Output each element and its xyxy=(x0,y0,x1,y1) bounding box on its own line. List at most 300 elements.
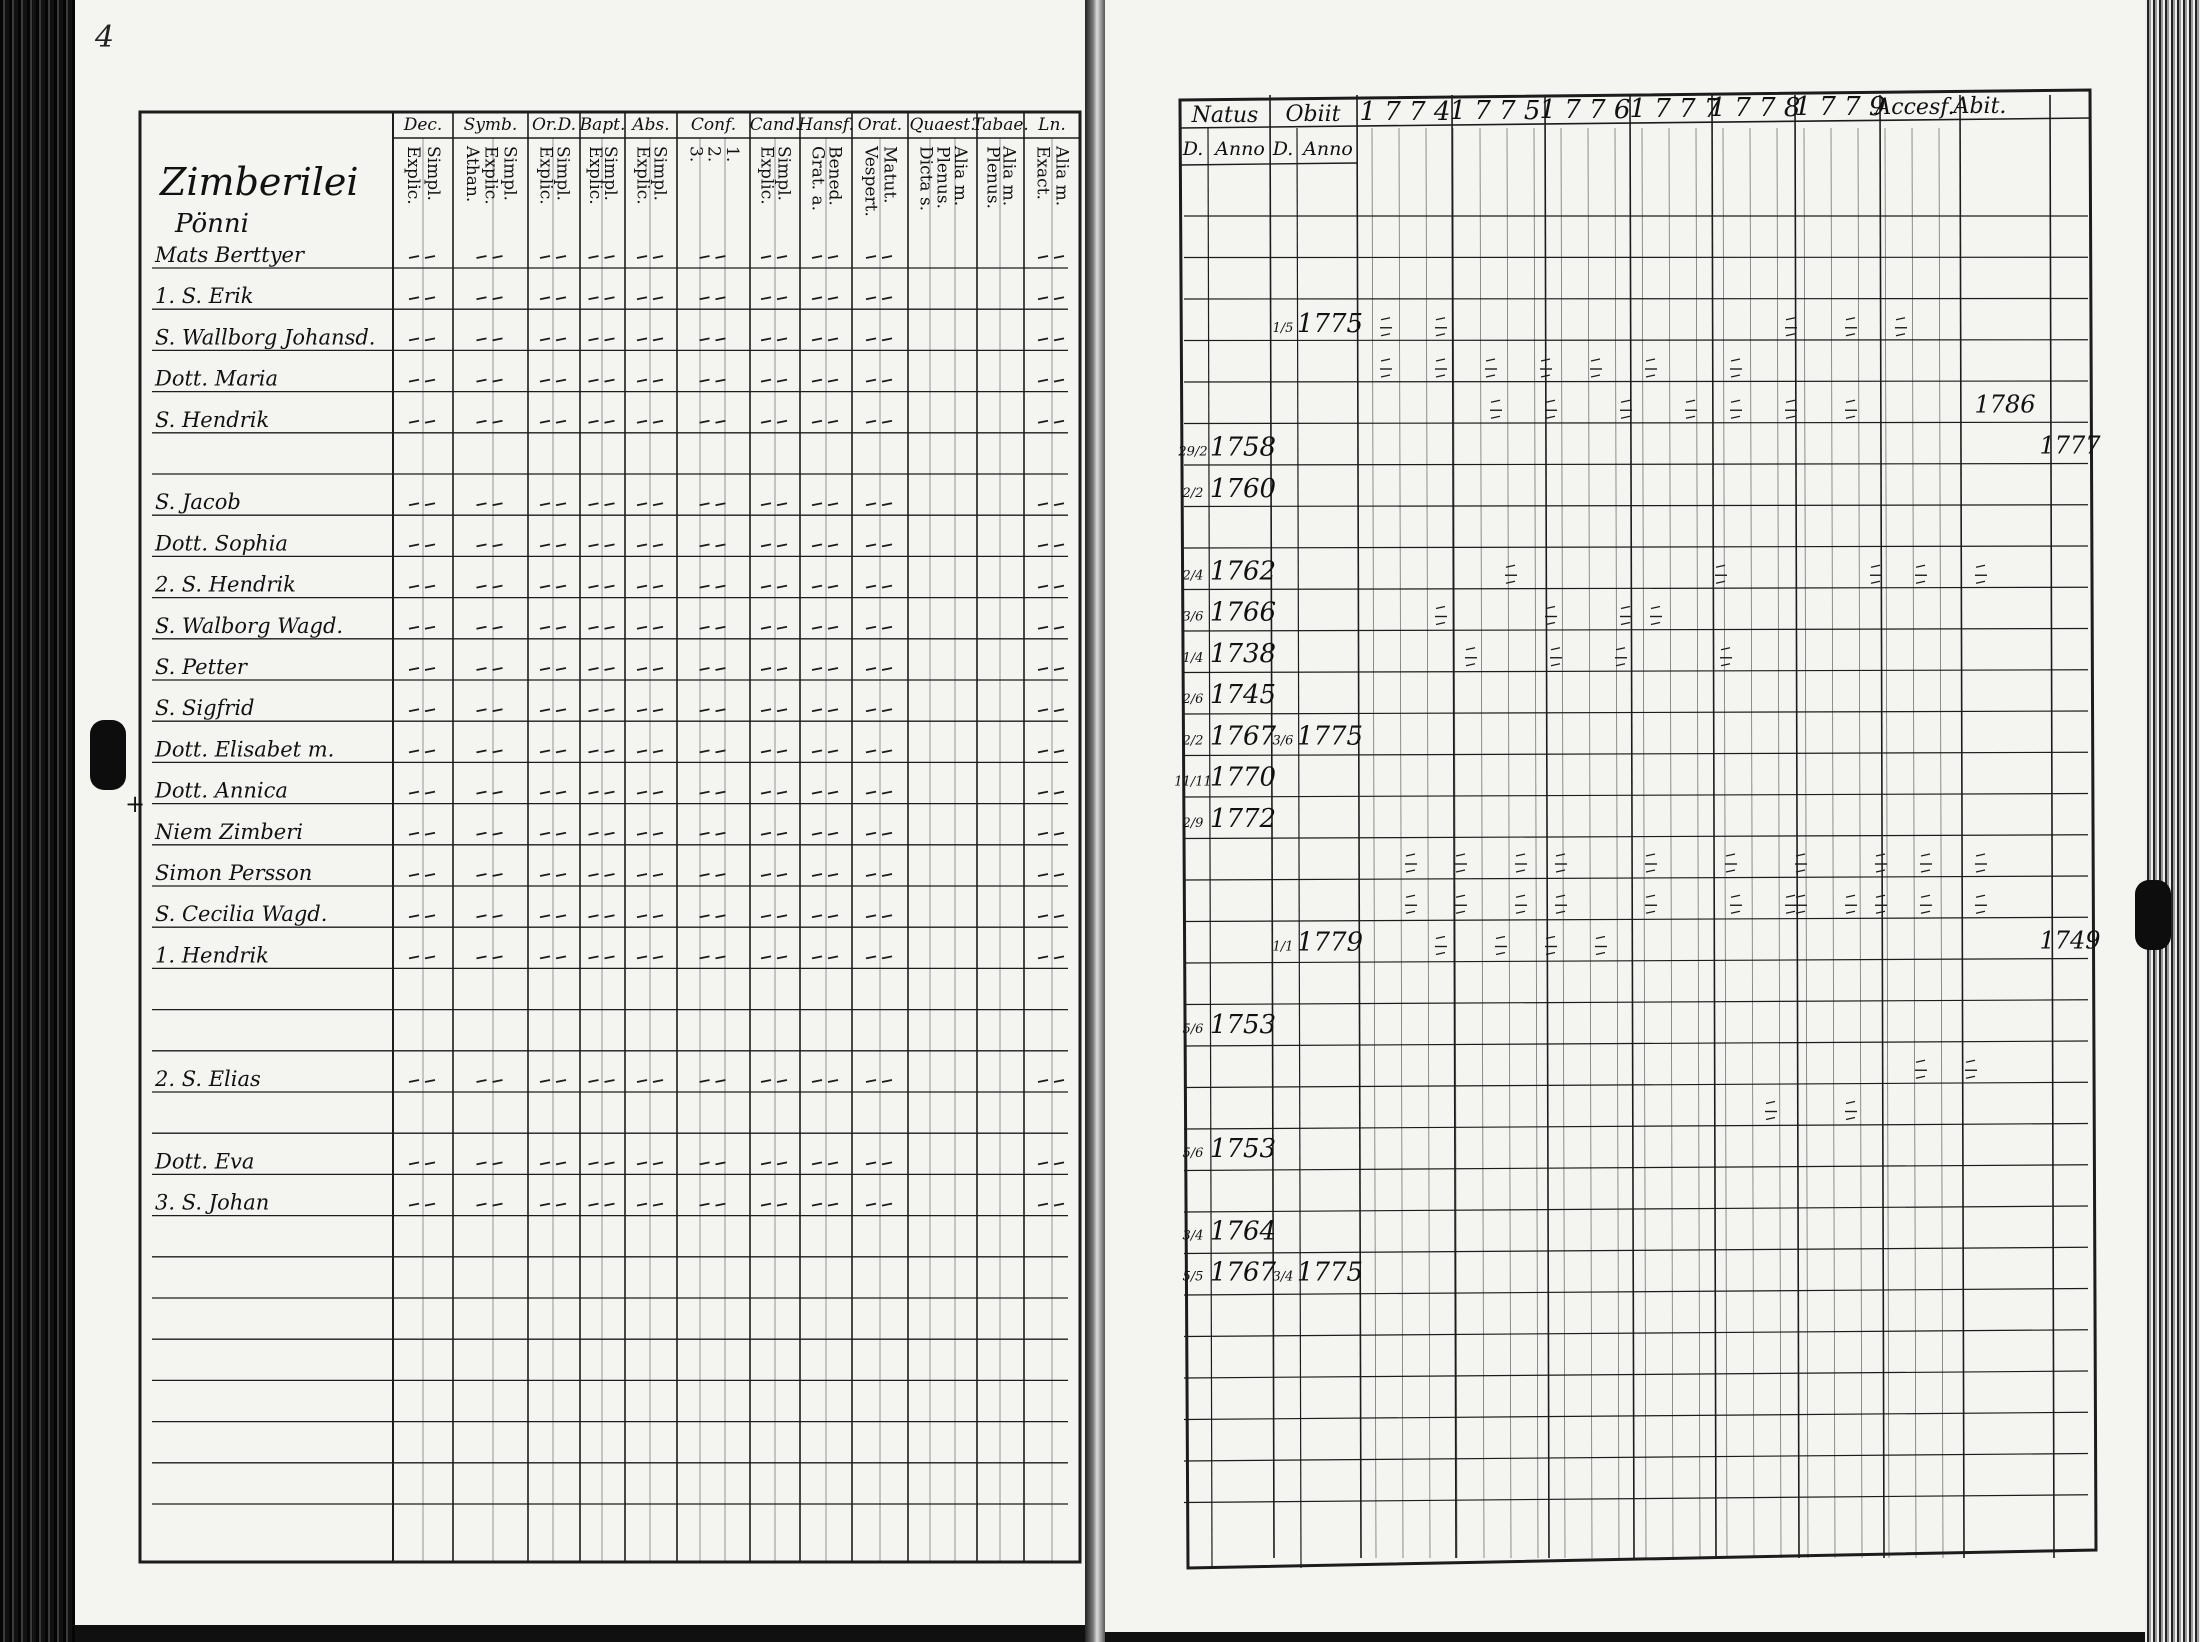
fraction-mark xyxy=(1516,895,1525,897)
progress-tick xyxy=(777,750,787,752)
subcolumn-divider xyxy=(1426,128,1430,1558)
progress-tick xyxy=(540,956,550,958)
progress-tick xyxy=(700,421,710,423)
fraction-mark xyxy=(1876,870,1885,872)
progress-tick xyxy=(761,792,771,794)
progress-tick xyxy=(882,256,892,258)
fraction-mark xyxy=(1621,623,1630,625)
progress-tick xyxy=(409,709,419,711)
progress-tick xyxy=(716,256,726,258)
row-line xyxy=(1184,1371,2088,1378)
progress-tick xyxy=(493,544,503,546)
progress-tick xyxy=(589,750,599,752)
column-header-2: Or.D. xyxy=(531,115,577,135)
progress-tick xyxy=(605,627,615,629)
subcolumn-divider xyxy=(1750,128,1754,1558)
person-name: 1. Hendrik xyxy=(155,943,269,968)
progress-tick xyxy=(540,421,550,423)
birth-day: 2/2 xyxy=(1182,485,1204,501)
progress-tick xyxy=(761,709,771,711)
column-subheader: Dicta s. xyxy=(915,146,936,212)
progress-tick xyxy=(700,503,710,505)
progress-tick xyxy=(812,833,822,835)
progress-tick xyxy=(556,627,566,629)
progress-tick xyxy=(409,915,419,917)
column-subheader: Grat. a. xyxy=(807,146,828,212)
column-header-6: 1 7 7 8 xyxy=(1709,93,1801,123)
row-line xyxy=(1184,587,2088,589)
row-line xyxy=(1184,835,2088,839)
progress-tick xyxy=(637,503,647,505)
death-year: 1775 xyxy=(1296,721,1364,752)
progress-tick xyxy=(882,915,892,917)
progress-tick xyxy=(589,586,599,588)
progress-tick xyxy=(716,297,726,299)
fraction-mark xyxy=(1646,911,1655,913)
fraction-mark xyxy=(1591,375,1600,377)
progress-tick xyxy=(777,792,787,794)
fraction-mark xyxy=(1896,334,1905,336)
death-day: 1/5 xyxy=(1272,320,1294,336)
fraction-mark xyxy=(1516,911,1525,913)
column-header-1: Symb. xyxy=(463,115,518,135)
progress-tick xyxy=(589,338,599,340)
progress-tick xyxy=(477,956,487,958)
progress-tick xyxy=(493,338,503,340)
progress-tick xyxy=(1054,750,1064,752)
progress-tick xyxy=(589,421,599,423)
progress-tick xyxy=(812,338,822,340)
column-header-3: 1 7 7 5 xyxy=(1449,96,1541,126)
row-line xyxy=(1184,711,2088,714)
progress-tick xyxy=(777,668,787,670)
fraction-mark xyxy=(1731,911,1740,913)
fraction-mark xyxy=(1491,416,1500,418)
progress-tick xyxy=(653,627,663,629)
row-line xyxy=(1184,1206,2088,1212)
progress-tick xyxy=(812,956,822,958)
fraction-mark xyxy=(1786,400,1795,402)
progress-tick xyxy=(716,750,726,752)
fraction-mark xyxy=(1966,1076,1975,1078)
progress-tick xyxy=(828,792,838,794)
progress-tick xyxy=(1054,627,1064,629)
fraction-mark xyxy=(1786,416,1795,418)
progress-tick xyxy=(866,586,876,588)
fraction-mark xyxy=(1466,648,1475,650)
progress-tick xyxy=(700,709,710,711)
progress-tick xyxy=(812,1080,822,1082)
fraction-mark xyxy=(1456,911,1465,913)
fraction-mark xyxy=(1546,400,1555,402)
fraction-mark xyxy=(1871,565,1880,567)
row-line xyxy=(1184,917,2088,921)
person-name: S. Hendrik xyxy=(155,407,270,432)
progress-tick xyxy=(1038,915,1048,917)
progress-tick xyxy=(653,297,663,299)
progress-tick xyxy=(828,503,838,505)
progress-tick xyxy=(1054,1204,1064,1206)
progress-tick xyxy=(882,380,892,382)
fraction-mark xyxy=(1786,911,1795,913)
progress-tick xyxy=(716,1080,726,1082)
birth-day: 29/2 xyxy=(1178,444,1208,460)
progress-tick xyxy=(882,1080,892,1082)
progress-tick xyxy=(700,874,710,876)
subcolumn-divider xyxy=(1480,128,1484,1558)
fraction-mark xyxy=(1846,911,1855,913)
fraction-mark xyxy=(1546,607,1555,609)
progress-tick xyxy=(761,1204,771,1206)
progress-tick xyxy=(477,1080,487,1082)
progress-tick xyxy=(589,709,599,711)
progress-tick xyxy=(493,709,503,711)
progress-tick xyxy=(556,586,566,588)
natus-day-divider xyxy=(1208,128,1212,1568)
row-line xyxy=(1184,1000,2088,1005)
fraction-mark xyxy=(1646,375,1655,377)
progress-tick xyxy=(866,668,876,670)
progress-tick xyxy=(605,874,615,876)
progress-tick xyxy=(866,297,876,299)
progress-tick xyxy=(556,421,566,423)
birth-year: 1767 xyxy=(1209,721,1277,752)
progress-tick xyxy=(828,1080,838,1082)
progress-tick xyxy=(1054,915,1064,917)
row-line xyxy=(1184,670,2088,673)
progress-tick xyxy=(653,1204,663,1206)
fraction-mark xyxy=(1551,664,1560,666)
column-subheader: Explic. xyxy=(403,146,423,205)
progress-tick xyxy=(882,338,892,340)
progress-tick xyxy=(477,421,487,423)
departure-year: 1749 xyxy=(2039,926,2101,955)
progress-tick xyxy=(1054,338,1064,340)
progress-tick xyxy=(477,380,487,382)
progress-tick xyxy=(777,1162,787,1164)
subheader-divider xyxy=(1180,163,1357,165)
row-line xyxy=(1184,1082,2088,1087)
progress-tick xyxy=(653,833,663,835)
progress-tick xyxy=(425,792,435,794)
progress-tick xyxy=(589,956,599,958)
column-subheader: Vespert. xyxy=(860,146,881,217)
progress-tick xyxy=(637,874,647,876)
person-name: Dott. Elisabet m. xyxy=(155,737,335,762)
progress-tick xyxy=(777,256,787,258)
fraction-mark xyxy=(1846,318,1855,320)
progress-tick xyxy=(477,627,487,629)
progress-tick xyxy=(556,256,566,258)
fraction-mark xyxy=(1766,1102,1775,1104)
progress-tick xyxy=(866,256,876,258)
progress-tick xyxy=(700,1162,710,1164)
fraction-mark xyxy=(1651,623,1660,625)
progress-tick xyxy=(716,586,726,588)
fraction-mark xyxy=(1436,359,1445,361)
progress-tick xyxy=(589,256,599,258)
progress-tick xyxy=(556,1204,566,1206)
person-name: 1. S. Erik xyxy=(155,284,254,309)
progress-tick xyxy=(540,544,550,546)
progress-tick xyxy=(777,1204,787,1206)
fraction-mark xyxy=(1921,854,1930,856)
progress-tick xyxy=(540,297,550,299)
progress-tick xyxy=(1038,1162,1048,1164)
row-line xyxy=(1184,464,2088,466)
progress-tick xyxy=(716,956,726,958)
row-line xyxy=(1184,629,2088,632)
fraction-mark xyxy=(1646,870,1655,872)
progress-tick xyxy=(605,297,615,299)
progress-tick xyxy=(477,256,487,258)
progress-tick xyxy=(1038,833,1048,835)
birth-year: 1760 xyxy=(1209,473,1277,504)
progress-tick xyxy=(409,956,419,958)
progress-tick xyxy=(700,792,710,794)
progress-tick xyxy=(540,792,550,794)
progress-tick xyxy=(653,915,663,917)
progress-tick xyxy=(477,544,487,546)
progress-tick xyxy=(828,338,838,340)
row-line xyxy=(1184,794,2088,798)
cross-mark: + xyxy=(125,790,146,818)
progress-tick xyxy=(882,503,892,505)
fraction-mark xyxy=(1621,607,1630,609)
progress-tick xyxy=(425,1080,435,1082)
progress-tick xyxy=(605,338,615,340)
progress-tick xyxy=(700,627,710,629)
subcolumn-divider xyxy=(1885,128,1889,1558)
progress-tick xyxy=(556,915,566,917)
progress-tick xyxy=(589,833,599,835)
column-divider xyxy=(1630,95,1634,1558)
progress-tick xyxy=(866,750,876,752)
column-subheader: Simpl. xyxy=(773,146,794,201)
progress-tick xyxy=(828,915,838,917)
progress-tick xyxy=(425,297,435,299)
fraction-mark xyxy=(1551,648,1560,650)
fraction-mark xyxy=(1846,400,1855,402)
progress-tick xyxy=(866,792,876,794)
progress-tick xyxy=(1054,709,1064,711)
progress-tick xyxy=(493,750,503,752)
progress-tick xyxy=(653,750,663,752)
fraction-mark xyxy=(1766,1118,1775,1120)
fraction-mark xyxy=(1486,359,1495,361)
fraction-mark xyxy=(1846,1102,1855,1104)
fraction-mark xyxy=(1731,400,1740,402)
progress-tick xyxy=(812,668,822,670)
subcolumn-divider xyxy=(1912,128,1916,1558)
column-subheader: Alia m. xyxy=(998,146,1019,207)
fraction-mark xyxy=(1646,359,1655,361)
fraction-mark xyxy=(1731,359,1740,361)
column-header-8: Orat. xyxy=(857,115,903,135)
column-header-2: 1 7 7 4 xyxy=(1359,97,1451,127)
progress-tick xyxy=(882,544,892,546)
person-name: S. Walborg Wagd. xyxy=(155,613,344,638)
progress-tick xyxy=(637,297,647,299)
progress-tick xyxy=(828,297,838,299)
progress-tick xyxy=(589,1080,599,1082)
progress-tick xyxy=(556,380,566,382)
person-name: Dott. Sophia xyxy=(155,531,288,556)
fraction-mark xyxy=(1731,895,1740,897)
fraction-mark xyxy=(1466,664,1475,666)
column-header-7: Hansf. xyxy=(798,115,854,135)
progress-tick xyxy=(425,709,435,711)
progress-tick xyxy=(700,1204,710,1206)
column-divider xyxy=(1960,95,1964,1558)
progress-tick xyxy=(409,503,419,505)
progress-tick xyxy=(637,915,647,917)
progress-tick xyxy=(812,380,822,382)
progress-tick xyxy=(556,1080,566,1082)
person-name: 3. S. Johan xyxy=(155,1190,270,1215)
progress-tick xyxy=(700,338,710,340)
progress-tick xyxy=(777,833,787,835)
fraction-mark xyxy=(1406,895,1415,897)
fraction-mark xyxy=(1916,1076,1925,1078)
subcolumn-divider xyxy=(1723,128,1727,1558)
progress-tick xyxy=(700,380,710,382)
progress-tick xyxy=(1038,297,1048,299)
column-subheader: 2. xyxy=(703,146,724,163)
progress-tick xyxy=(409,586,419,588)
column-subheader: Alia m. xyxy=(949,146,970,207)
progress-tick xyxy=(637,750,647,752)
fraction-mark xyxy=(1381,318,1390,320)
progress-tick xyxy=(812,874,822,876)
progress-tick xyxy=(777,421,787,423)
column-header-0: Natus xyxy=(1191,103,1259,128)
fraction-mark xyxy=(1716,581,1725,583)
progress-tick xyxy=(866,874,876,876)
person-name: Simon Persson xyxy=(155,861,313,885)
progress-tick xyxy=(761,956,771,958)
progress-tick xyxy=(828,874,838,876)
progress-tick xyxy=(812,627,822,629)
column-subheader: Explic. xyxy=(535,146,556,205)
progress-tick xyxy=(812,503,822,505)
fraction-mark xyxy=(1846,1118,1855,1120)
progress-tick xyxy=(477,833,487,835)
fraction-mark xyxy=(1436,375,1445,377)
column-subheader: 3. xyxy=(685,146,706,163)
progress-tick xyxy=(812,915,822,917)
progress-tick xyxy=(882,586,892,588)
fraction-mark xyxy=(1406,870,1415,872)
row-line xyxy=(1184,1041,2088,1046)
progress-tick xyxy=(556,668,566,670)
progress-tick xyxy=(1038,1204,1048,1206)
progress-tick xyxy=(1054,421,1064,423)
progress-tick xyxy=(540,586,550,588)
fraction-mark xyxy=(1591,359,1600,361)
progress-tick xyxy=(425,421,435,423)
progress-tick xyxy=(605,380,615,382)
progress-tick xyxy=(653,1162,663,1164)
progress-tick xyxy=(653,421,663,423)
progress-tick xyxy=(556,503,566,505)
fraction-mark xyxy=(1596,953,1605,955)
progress-tick xyxy=(700,915,710,917)
progress-tick xyxy=(777,297,787,299)
progress-tick xyxy=(777,338,787,340)
progress-tick xyxy=(828,833,838,835)
progress-tick xyxy=(409,544,419,546)
column-subheader: Exact. xyxy=(1032,146,1053,200)
progress-tick xyxy=(589,297,599,299)
row-line xyxy=(1184,546,2088,548)
progress-tick xyxy=(866,503,876,505)
progress-tick xyxy=(761,915,771,917)
column-header-5: 1 7 7 7 xyxy=(1629,94,1721,124)
birth-year: 1764 xyxy=(1209,1216,1277,1247)
progress-tick xyxy=(493,833,503,835)
progress-tick xyxy=(425,380,435,382)
progress-tick xyxy=(716,1204,726,1206)
progress-tick xyxy=(882,1162,892,1164)
progress-tick xyxy=(716,544,726,546)
fraction-mark xyxy=(1646,895,1655,897)
person-name: S. Jacob xyxy=(155,490,241,515)
row-line xyxy=(1184,752,2088,755)
progress-tick xyxy=(777,380,787,382)
fraction-mark xyxy=(1436,318,1445,320)
row-line xyxy=(1184,876,2088,880)
fraction-mark xyxy=(1876,911,1885,913)
progress-tick xyxy=(866,956,876,958)
progress-tick xyxy=(540,1204,550,1206)
progress-tick xyxy=(589,380,599,382)
fraction-mark xyxy=(1506,565,1515,567)
fraction-mark xyxy=(1651,607,1660,609)
fraction-mark xyxy=(1381,359,1390,361)
progress-tick xyxy=(425,256,435,258)
progress-tick xyxy=(1038,874,1048,876)
birth-year: 1767 xyxy=(1209,1257,1277,1288)
progress-tick xyxy=(605,792,615,794)
fraction-mark xyxy=(1786,334,1795,336)
progress-tick xyxy=(716,1162,726,1164)
progress-tick xyxy=(556,297,566,299)
progress-tick xyxy=(425,956,435,958)
column-header-9: Quaest. xyxy=(909,115,976,135)
progress-tick xyxy=(700,256,710,258)
progress-tick xyxy=(716,503,726,505)
progress-tick xyxy=(761,380,771,382)
progress-tick xyxy=(812,544,822,546)
progress-tick xyxy=(1038,668,1048,670)
progress-tick xyxy=(409,297,419,299)
birth-year: 1738 xyxy=(1209,638,1277,669)
progress-tick xyxy=(716,792,726,794)
progress-tick xyxy=(828,668,838,670)
progress-tick xyxy=(637,586,647,588)
progress-tick xyxy=(477,709,487,711)
progress-tick xyxy=(556,709,566,711)
column-header-0: Dec. xyxy=(403,115,443,135)
progress-tick xyxy=(605,833,615,835)
progress-tick xyxy=(605,1080,615,1082)
progress-tick xyxy=(653,586,663,588)
progress-tick xyxy=(828,627,838,629)
person-name: Niem Zimberi xyxy=(155,819,303,844)
column-subheader: Plenus. xyxy=(932,146,953,209)
column-header-4: 1 7 7 6 xyxy=(1539,95,1631,125)
